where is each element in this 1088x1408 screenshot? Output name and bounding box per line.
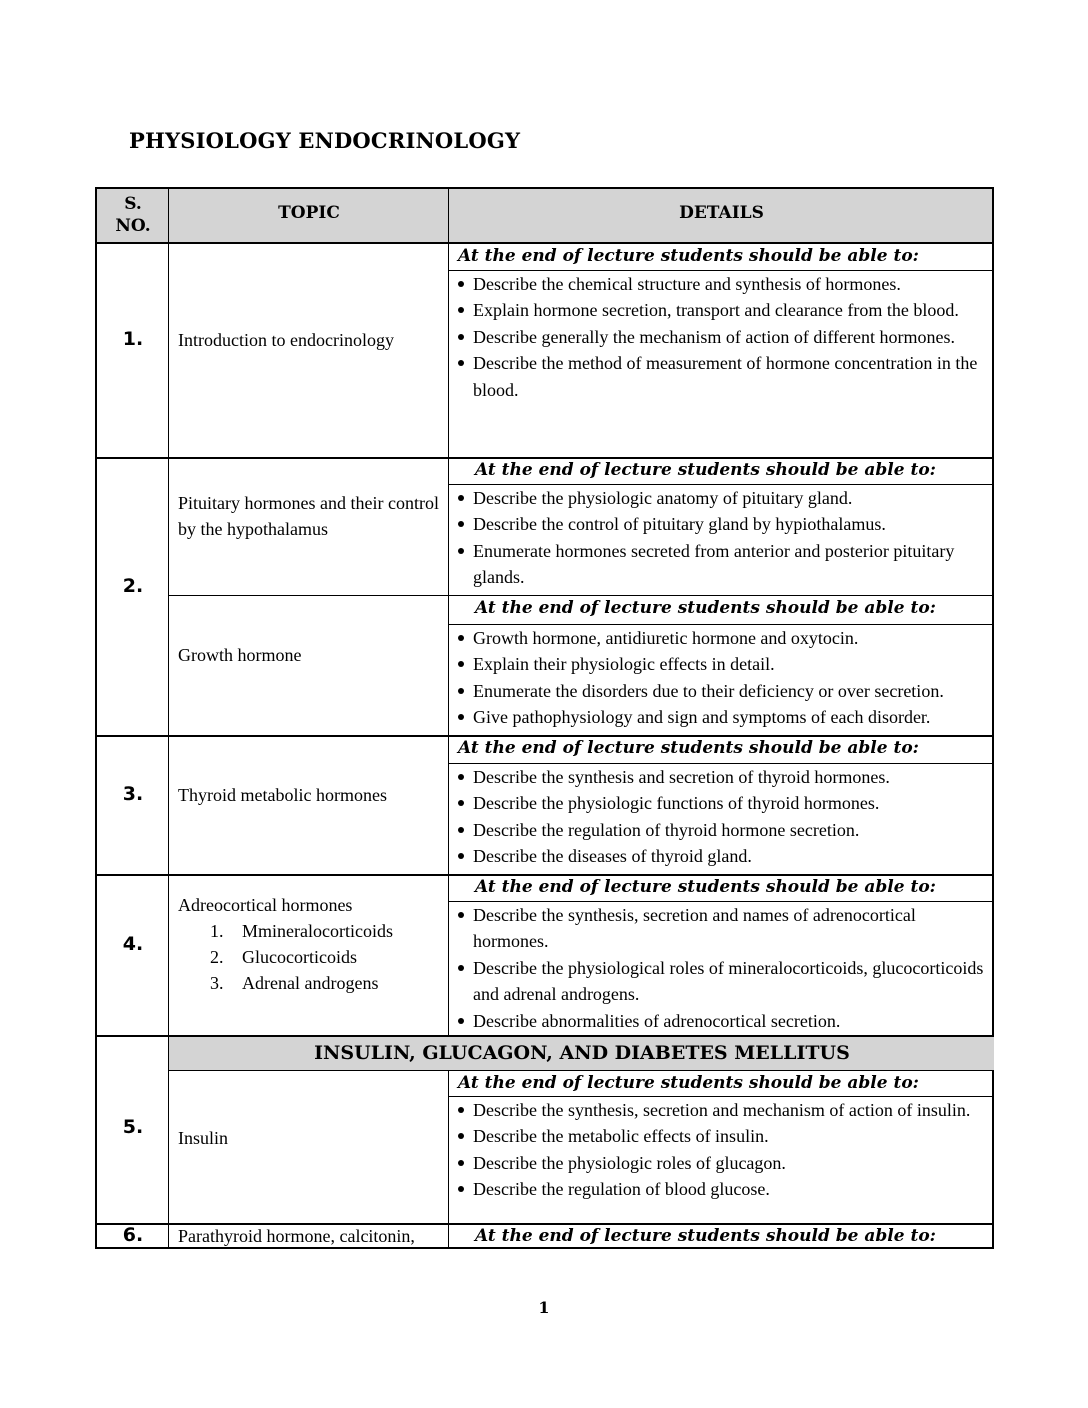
list-item: Describe the physiological roles of mineralocorticoids, glucocorticoids and adrenal androgens. <box>449 955 995 1008</box>
list-item: Describe the synthesis, secretion and mechanism of action of insulin. <box>449 1097 994 1123</box>
objectives-intro: At the end of lecture students should be able to: <box>475 598 936 618</box>
row-number: 1. <box>122 328 144 350</box>
list-item: Explain hormone secretion, transport and clearance from the blood. <box>449 297 995 323</box>
objectives-clip <box>97 1096 994 1222</box>
header-details: DETAILS <box>679 203 764 223</box>
page-number: 1 <box>538 1298 550 1317</box>
page-title: PHYSIOLOGY ENDOCRINOLOGY <box>129 128 521 153</box>
list-item: Enumerate hormones secreted from anterior and posterior pituitary glands. <box>449 538 995 591</box>
list-item: Describe the metabolic effects of insulin. <box>449 1123 994 1149</box>
topic-cell: Parathyroid hormone, calcitonin, <box>178 1226 415 1246</box>
topic-cell: Insulin <box>178 1128 229 1148</box>
objectives-list <box>449 764 995 870</box>
list-item: Give pathophysiology and sign and symptoms of each disorder. <box>449 704 995 730</box>
section-banner: INSULIN, GLUCAGON, AND DIABETES MELLITUS <box>314 1042 850 1064</box>
syllabus-table <box>95 187 994 1249</box>
objectives-list <box>449 1097 994 1203</box>
topic-cell: Introduction to endocrinology <box>178 330 394 350</box>
list-item: Describe the diseases of thyroid gland. <box>449 843 995 869</box>
list-item: Enumerate the disorders due to their deficiency or over secretion. <box>449 678 995 704</box>
row-number: 6. <box>122 1224 144 1246</box>
topic-cell: Thyroid metabolic hormones <box>178 785 387 805</box>
row-number: 4. <box>122 933 144 955</box>
topic-subitem: 2. Glucocorticoids <box>210 947 357 967</box>
header-sno: S. NO. <box>115 194 151 236</box>
list-item: Describe the synthesis and secretion of thyroid hormones. <box>449 764 995 790</box>
list-item: Describe the synthesis, secretion and names of adrenocortical hormones. <box>449 902 995 955</box>
objectives-list <box>449 902 995 1034</box>
objectives-intro: At the end of lecture students should be able to: <box>458 246 919 266</box>
list-item: Describe generally the mechanism of action of different hormones. <box>449 324 995 350</box>
list-item: Describe the method of measurement of hormone concentration in the blood. <box>449 350 995 403</box>
objectives-list <box>449 485 995 591</box>
objectives-intro: At the end of lecture students should be able to: <box>475 877 936 897</box>
objectives-intro: At the end of lecture students should be able to: <box>458 1073 919 1093</box>
topic-cell: Pituitary hormones and their control by the hypothalamus <box>178 493 439 539</box>
row-number: 2. <box>122 575 144 597</box>
topic-cell <box>178 892 440 996</box>
list-item: Describe the chemical structure and synthesis of hormones. <box>449 271 995 297</box>
list-item: Describe the regulation of thyroid hormone secretion. <box>449 817 995 843</box>
objectives-intro: At the end of lecture students should be able to: <box>458 738 919 758</box>
topic-subitem: 3. Adrenal androgens <box>210 973 379 993</box>
list-item: Describe the regulation of blood glucose. <box>449 1176 994 1202</box>
list-item: Growth hormone, antidiuretic hormone and oxytocin. <box>449 625 995 651</box>
topic-subitem: 1. Mmineralocorticoids <box>210 921 393 941</box>
list-item: Explain their physiologic effects in detail. <box>449 651 995 677</box>
list-item: Describe the physiologic roles of glucagon. <box>449 1150 994 1176</box>
list-item: Describe the physiologic anatomy of pituitary gland. <box>449 485 995 511</box>
topic-heading: Adreocortical hormones <box>178 895 353 915</box>
objectives-list <box>449 625 995 731</box>
list-item: Describe the physiologic functions of thyroid hormones. <box>449 790 995 816</box>
objectives-intro: At the end of lecture students should be able to: <box>475 460 936 480</box>
topic-cell: Growth hormone <box>178 645 302 665</box>
objectives-intro: At the end of lecture students should be able to: <box>475 1226 936 1246</box>
objectives-list <box>449 271 995 403</box>
header-topic: TOPIC <box>278 203 340 223</box>
list-item: Describe abnormalities of adrenocortical secretion. <box>449 1008 995 1034</box>
row-number: 3. <box>122 783 144 805</box>
row-number: 5. <box>122 1116 144 1138</box>
list-item: Describe the control of pituitary gland by hypiothalamus. <box>449 511 995 537</box>
